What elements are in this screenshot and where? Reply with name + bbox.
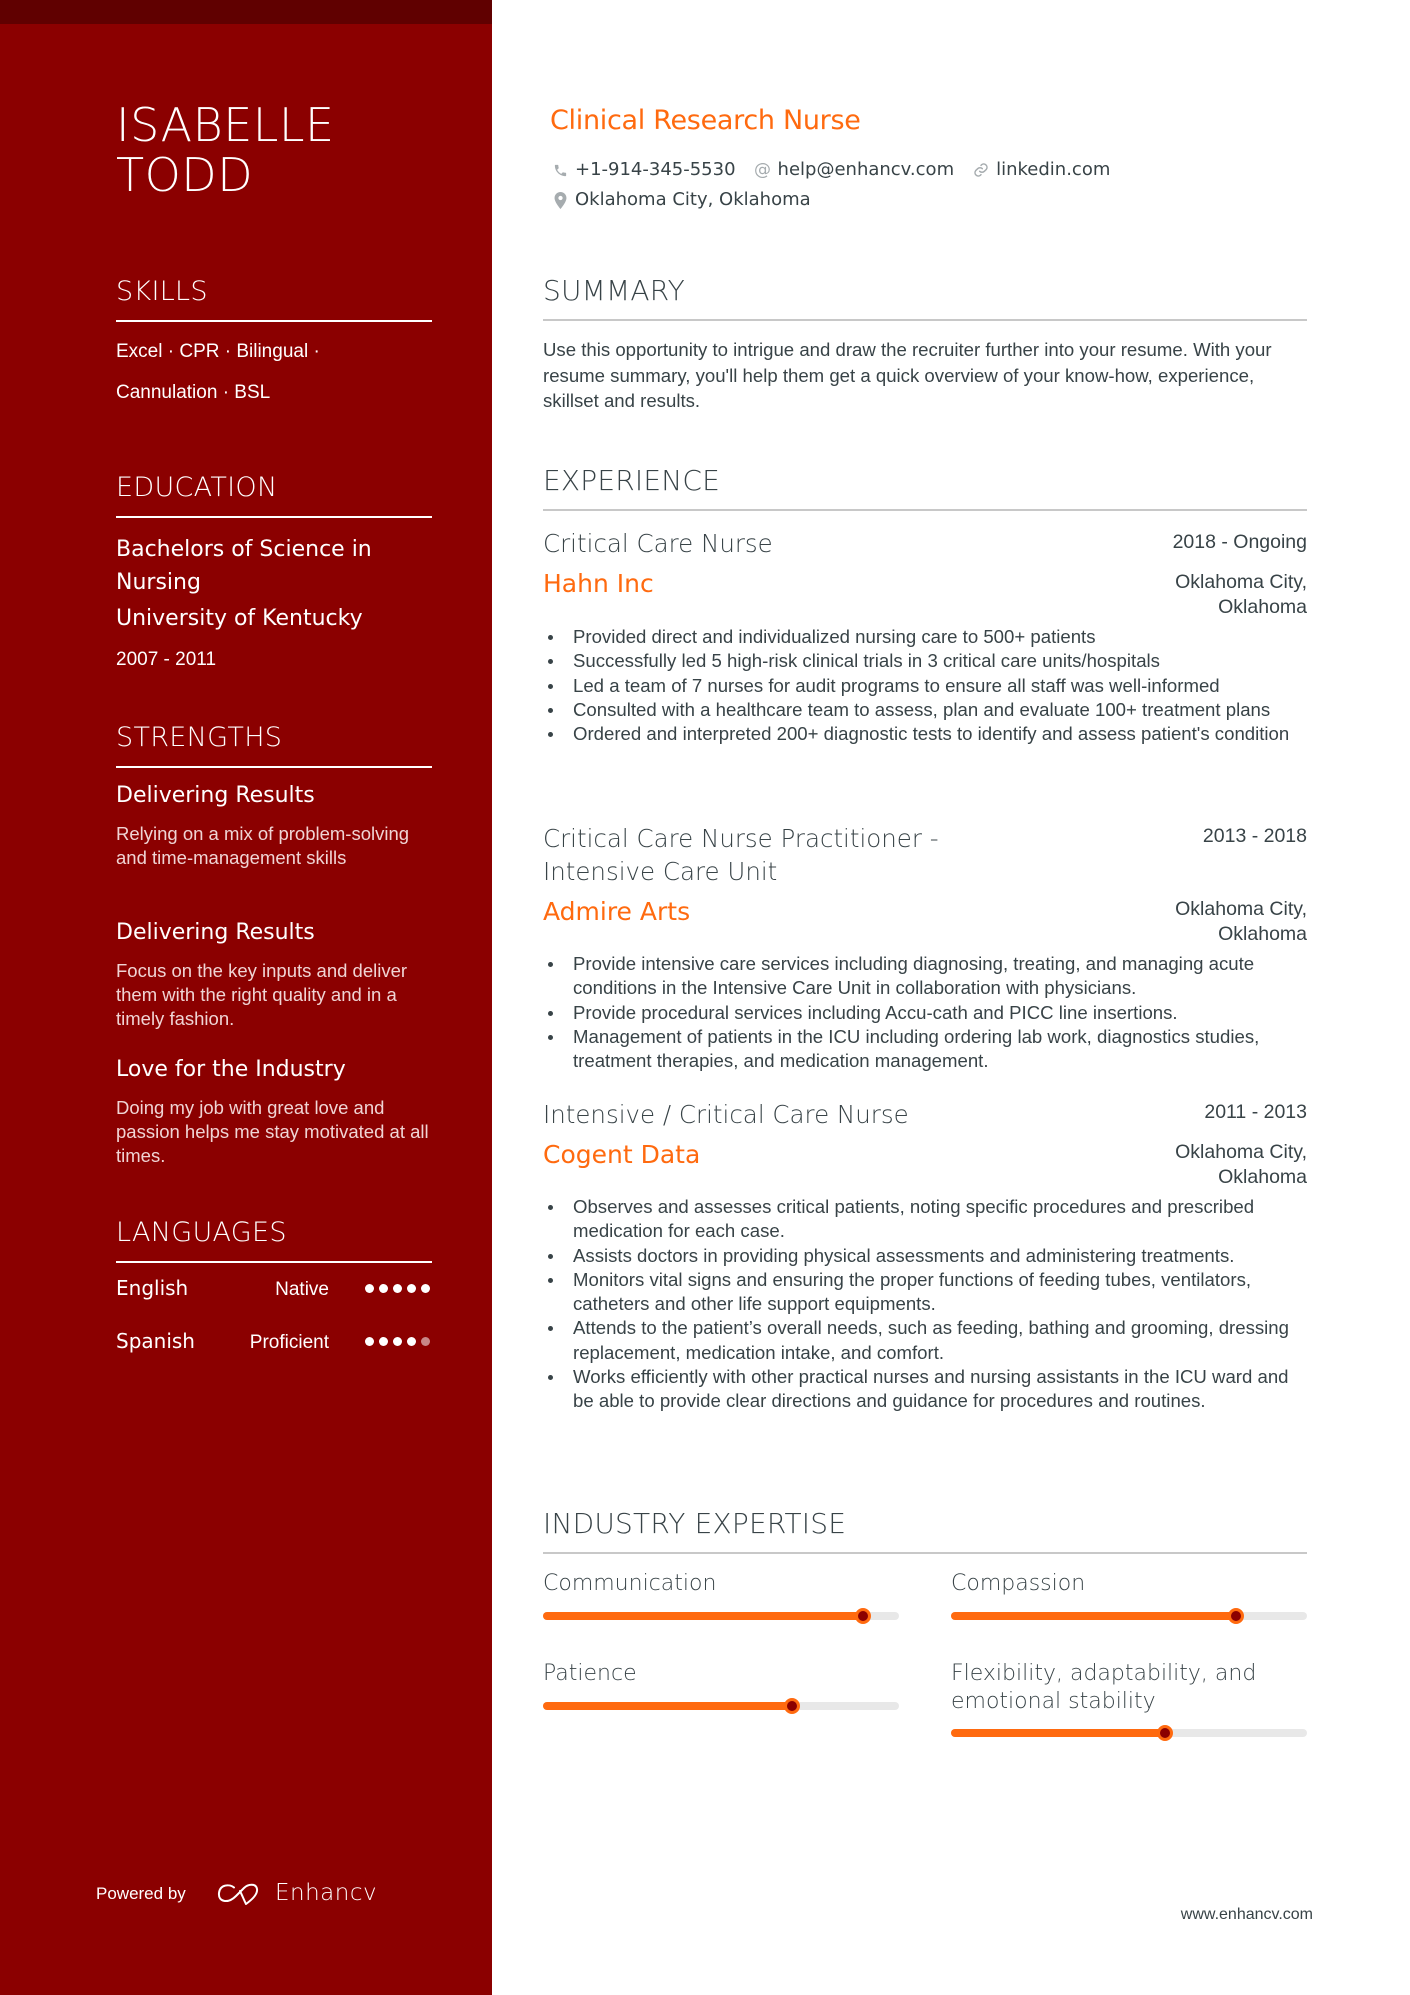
bullet-item: Assists doctors in providing physical assessments and administering treatments.: [546, 1244, 1308, 1268]
strength-title: Delivering Results: [116, 920, 315, 945]
expertise-slider-compassion: [951, 1612, 1307, 1620]
experience-heading: EXPERIENCE: [543, 464, 1307, 511]
email-text: help@enhancv.com: [777, 159, 955, 180]
powered-by-label: Powered by: [96, 1884, 186, 1903]
strength-description: Relying on a mix of problem-solving and time-management skills: [116, 823, 410, 868]
expertise-slider-flexibility: [951, 1729, 1307, 1737]
link-icon: [972, 161, 990, 179]
job-bullets: [546, 625, 1308, 746]
slider-knob: [855, 1608, 871, 1624]
bullet-item: Successfully led 5 high-risk clinical trials in 3 critical care units/hospitals: [546, 649, 1308, 673]
dot-filled: [365, 1284, 374, 1293]
name-last: TODD: [116, 148, 254, 202]
job-location-state: Oklahoma: [1218, 923, 1307, 945]
bullet-item: Monitors vital signs and ensuring the proper functions of feeding tubes, ventilators, catheters and other life support equipments.: [546, 1268, 1308, 1317]
job-location: [1107, 897, 1307, 947]
contact-email[interactable]: [754, 157, 955, 183]
job-location-state: Oklahoma: [1218, 1166, 1307, 1188]
job-location-city: Oklahoma City,: [1175, 571, 1307, 593]
language-proficiency-dots: [365, 1337, 430, 1346]
expertise-label: Patience: [543, 1661, 637, 1686]
summary-heading: SUMMARY: [543, 274, 1307, 321]
enhancv-logo-icon: [216, 1882, 264, 1906]
languages-heading: LANGUAGES: [116, 1217, 432, 1263]
bullet-item: Management of patients in the ICU including ordering lab work, diagnostics studies, treatment therapies, and medication management.: [546, 1025, 1308, 1074]
language-level: Proficient: [249, 1332, 329, 1353]
dot-filled: [421, 1284, 430, 1293]
dot-filled: [379, 1337, 388, 1346]
job-dates: 2011 - 2013: [1204, 1101, 1307, 1123]
job-location: [1107, 1140, 1307, 1190]
job-location: [1107, 570, 1307, 620]
job-bullets: [546, 1195, 1308, 1414]
strength-title: Delivering Results: [116, 783, 315, 808]
language-level: Native: [275, 1279, 329, 1300]
bullet-item: Attends to the patient’s overall needs, such as feeding, bathing and grooming, dressing replacement, medication intake, and comfort.: [546, 1316, 1308, 1365]
slider-fill: [951, 1729, 1165, 1737]
language-row-spanish: [116, 1326, 432, 1356]
slider-fill: [543, 1612, 863, 1620]
location-pin-icon: [551, 191, 569, 209]
language-name: English: [116, 1276, 189, 1300]
expertise-label: Compassion: [951, 1571, 1086, 1596]
language-proficiency-dots: [365, 1284, 430, 1293]
language-name: Spanish: [116, 1329, 195, 1353]
expertise-label: Flexibility, adaptability, and emotional stability: [951, 1661, 1257, 1714]
job-company: Cogent Data: [543, 1140, 701, 1169]
slider-knob: [784, 1698, 800, 1714]
dot-filled: [407, 1284, 416, 1293]
slider-knob: [1157, 1725, 1173, 1741]
job-location-state: Oklahoma: [1218, 596, 1307, 618]
summary-text: Use this opportunity to intrigue and draw the recruiter further into your resume. With your resume summary, you'll help them get a quick overview of your know-how, experience, skillset and results.: [543, 339, 1272, 411]
job-company: Hahn Inc: [543, 569, 654, 598]
linkedin-text: linkedin.com: [996, 159, 1111, 180]
sidebar-top-band: [0, 0, 492, 24]
job-location-city: Oklahoma City,: [1175, 898, 1307, 920]
job-company: Admire Arts: [543, 897, 691, 926]
strength-title: Love for the Industry: [116, 1057, 346, 1082]
dot-empty: [421, 1337, 430, 1346]
contact-location: [551, 187, 811, 213]
dot-filled: [365, 1337, 374, 1346]
job-role: Critical Care Nurse: [543, 529, 773, 558]
dot-filled: [407, 1337, 416, 1346]
dot-filled: [393, 1284, 402, 1293]
location-text: Oklahoma City, Oklahoma: [575, 189, 811, 210]
dot-filled: [379, 1284, 388, 1293]
bullet-item: Provide intensive care services including diagnosing, treating, and managing acute conditions in the Intensive Care Unit in collaboration with physicians.: [546, 952, 1308, 1001]
slider-fill: [543, 1702, 792, 1710]
bullet-item: Consulted with a healthcare team to assess, plan and evaluate 100+ treatment plans: [546, 698, 1308, 722]
expertise-slider-patience: [543, 1702, 899, 1710]
strengths-heading: STRENGTHS: [116, 722, 432, 768]
contact-row-1: [551, 157, 1110, 183]
slider-knob: [1228, 1608, 1244, 1624]
job-dates: 2018 - Ongoing: [1172, 531, 1307, 553]
strength-description: Doing my job with great love and passion helps me stay motivated at all times.: [116, 1097, 429, 1166]
bullet-item: Observes and assesses critical patients, noting specific procedures and prescribed medication for each case.: [546, 1195, 1308, 1244]
strength-description: Focus on the key inputs and deliver them with the right quality and in a timely fashion.: [116, 960, 408, 1029]
skills-line-2: Cannulation · BSL: [116, 382, 271, 403]
education-heading: EDUCATION: [116, 472, 432, 518]
job-location-city: Oklahoma City,: [1175, 1141, 1307, 1163]
education-school: University of Kentucky: [116, 606, 363, 631]
expertise-label: Communication: [543, 1571, 717, 1596]
job-role: Intensive / Critical Care Nurse: [543, 1100, 909, 1129]
expertise-slider-communication: [543, 1612, 899, 1620]
phone-icon: [551, 161, 569, 179]
bullet-item: Provided direct and individualized nursing care to 500+ patients: [546, 625, 1308, 649]
language-row-english: [116, 1273, 432, 1303]
contact-linkedin[interactable]: [972, 157, 1110, 183]
name-first: ISABELLE: [116, 98, 335, 152]
job-role: Critical Care Nurse Practitioner - Intensive Care Unit: [543, 824, 939, 886]
skills-heading: SKILLS: [116, 276, 432, 322]
bullet-item: Led a team of 7 nurses for audit programs to ensure all staff was well-informed: [546, 674, 1308, 698]
at-icon: @: [754, 160, 772, 180]
industry-expertise-heading: INDUSTRY EXPERTISE: [543, 1507, 1307, 1554]
education-degree: Bachelors of Science in Nursing: [116, 537, 372, 595]
contact-row-2: [551, 187, 811, 213]
job-bullets: [546, 952, 1308, 1073]
job-dates: 2013 - 2018: [1202, 825, 1307, 847]
job-title: Clinical Research Nurse: [550, 105, 861, 136]
skills-line-1: Excel · CPR · Bilingual ·: [116, 341, 320, 362]
enhancv-brand: Enhancv: [275, 1880, 378, 1906]
phone-text: +1-914-345-5530: [575, 159, 736, 180]
candidate-name: [116, 100, 335, 200]
slider-fill: [951, 1612, 1236, 1620]
bullet-item: Provide procedural services including Accu-cath and PICC line insertions.: [546, 1001, 1308, 1025]
dot-filled: [393, 1337, 402, 1346]
bullet-item: Works efficiently with other practical nurses and nursing assistants in the ICU ward and be able to provide clear directions and guidance for procedures and routines.: [546, 1365, 1308, 1414]
education-years: 2007 - 2011: [116, 649, 217, 670]
bullet-item: Ordered and interpreted 200+ diagnostic tests to identify and assess patient's condition: [546, 722, 1308, 746]
website-link[interactable]: www.enhancv.com: [1180, 1906, 1313, 1923]
contact-phone[interactable]: [551, 157, 736, 183]
